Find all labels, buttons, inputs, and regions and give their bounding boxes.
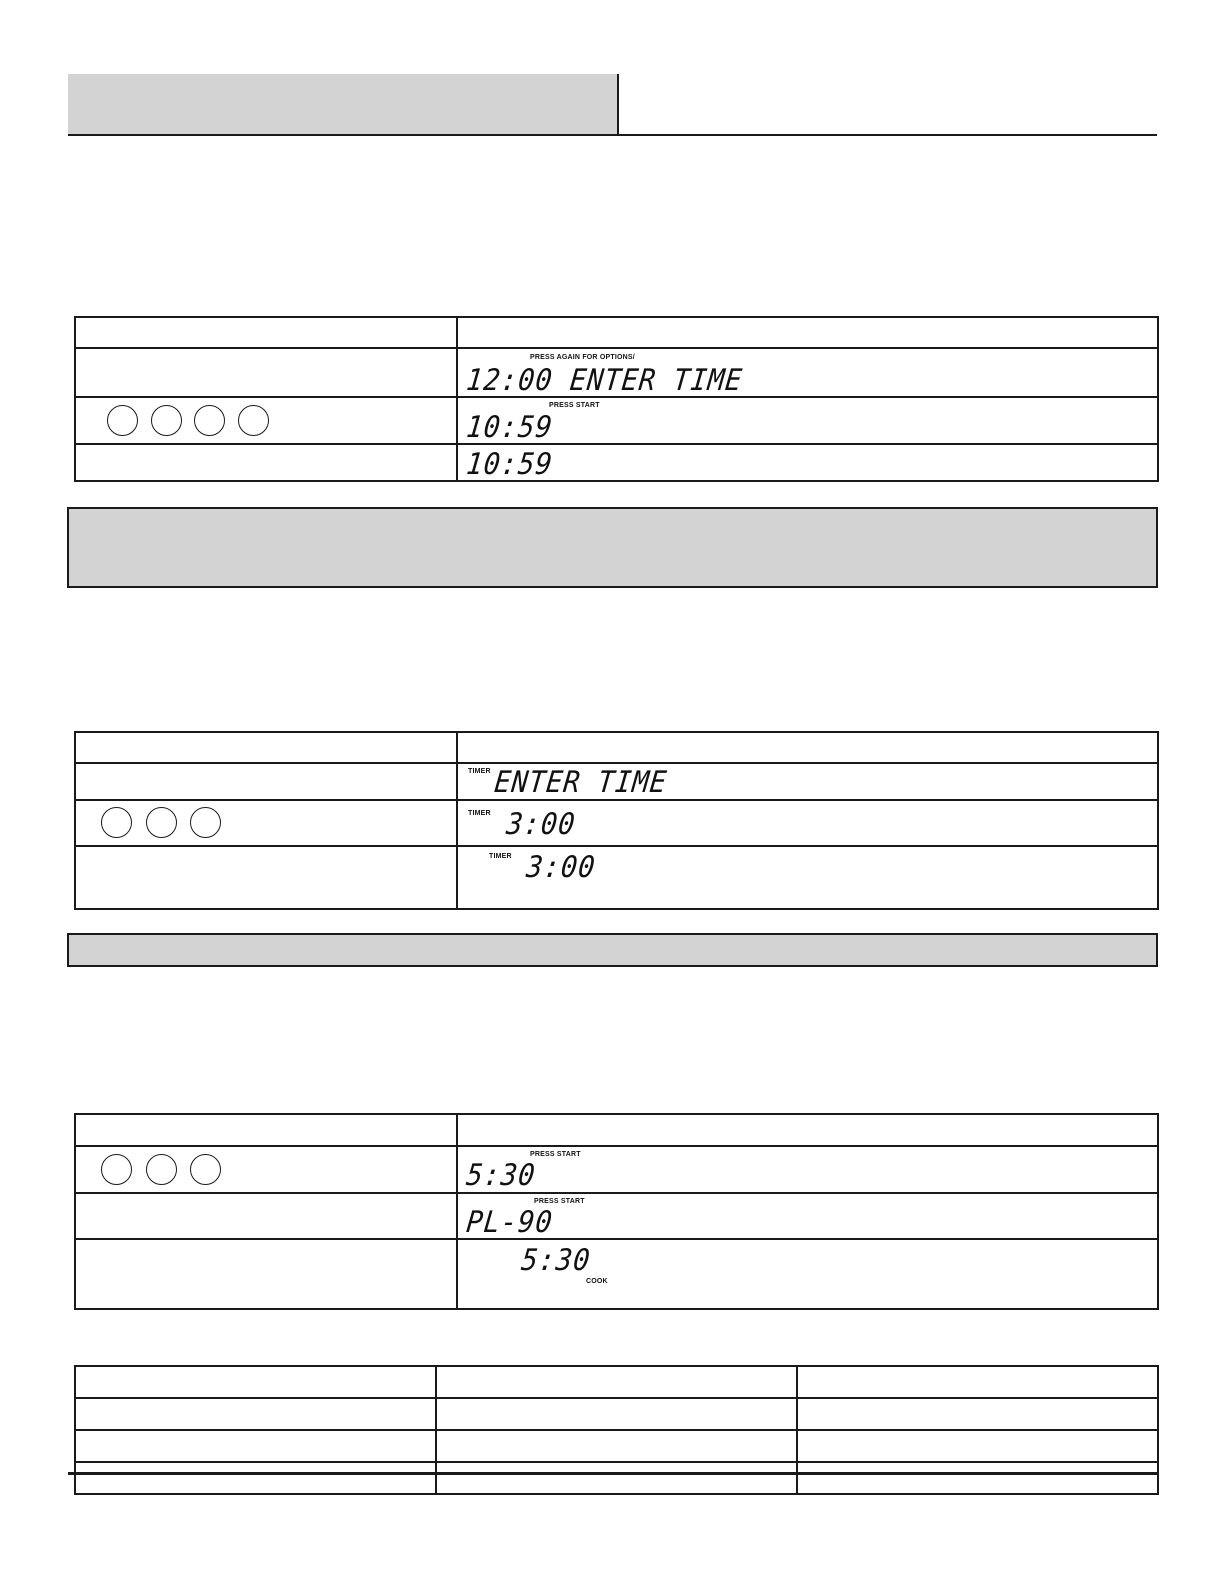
number-key-circle — [101, 807, 132, 838]
table-row — [75, 1239, 1158, 1309]
lcd-display: PL-90 — [464, 1205, 555, 1240]
lcd-tag: PRESS START — [534, 1198, 585, 1205]
lcd-display: 5:30 — [519, 1243, 593, 1278]
bottom-rule — [68, 1472, 1157, 1475]
number-key-circle — [146, 807, 177, 838]
section-heading-band — [67, 933, 1158, 967]
lcd-display: 5:30 — [464, 1158, 538, 1193]
note-band — [67, 507, 1158, 588]
table-header-row — [75, 1366, 1158, 1398]
lcd-tag: PRESS AGAIN FOR OPTIONS/ — [530, 354, 635, 361]
table-row — [75, 397, 1158, 444]
table-row — [75, 1430, 1158, 1462]
lcd-display: 10:59 — [464, 447, 555, 482]
cook-table — [74, 1113, 1159, 1310]
section-header-box — [68, 74, 619, 136]
lcd-tag: TIMER — [489, 853, 512, 860]
clock-setting-table — [74, 316, 1159, 482]
table-row — [75, 348, 1158, 397]
table-header-row — [75, 317, 1158, 348]
lcd-tag: PRESS START — [549, 402, 600, 409]
table-header-row — [75, 732, 1158, 763]
number-key-circle — [190, 1154, 221, 1185]
table-row — [75, 846, 1158, 909]
lcd-tag: COOK — [586, 1278, 608, 1285]
lcd-display: 12:00 ENTER TIME — [464, 363, 745, 398]
number-key-circle — [107, 405, 138, 436]
lcd-display: ENTER TIME — [492, 765, 669, 800]
table-row — [75, 1462, 1158, 1494]
header-rule — [68, 134, 1157, 136]
number-key-circle — [146, 1154, 177, 1185]
table-row — [75, 800, 1158, 846]
number-key-circle — [101, 1154, 132, 1185]
lcd-tag: TIMER — [468, 768, 491, 775]
number-key-circle — [151, 405, 182, 436]
table-header-row — [75, 1114, 1158, 1146]
lcd-tag: PRESS START — [530, 1151, 581, 1158]
table-row — [75, 1398, 1158, 1430]
lcd-display: 3:00 — [504, 807, 578, 842]
number-key-circle — [190, 807, 221, 838]
lcd-display: 10:59 — [464, 410, 555, 445]
table-row — [75, 763, 1158, 800]
table-row — [75, 1193, 1158, 1239]
table-row — [75, 444, 1158, 481]
table-row — [75, 1146, 1158, 1193]
number-key-circle — [194, 405, 225, 436]
number-key-circle — [238, 405, 269, 436]
timer-table — [74, 731, 1159, 910]
lcd-display: 3:00 — [524, 850, 598, 885]
lcd-tag: TIMER — [468, 810, 491, 817]
reference-table — [74, 1365, 1159, 1495]
